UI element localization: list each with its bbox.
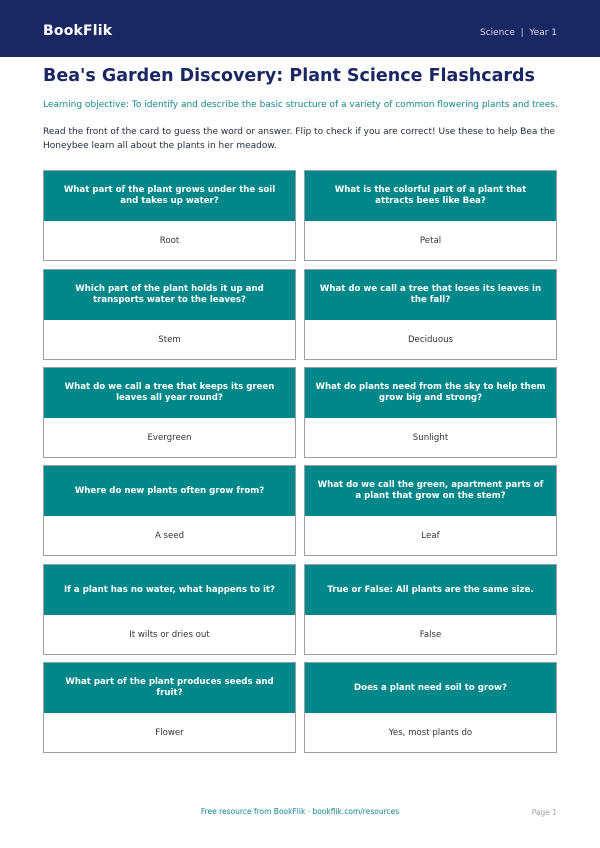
page-title: Bea's Garden Discovery: Plant Science Flashcards <box>43 66 535 86</box>
flashcard[interactable] <box>43 662 296 753</box>
flashcard[interactable] <box>43 367 296 458</box>
flashcard[interactable] <box>304 465 557 556</box>
flashcard-answer: Yes, most plants do <box>388 728 473 738</box>
flashcard-question: If a plant has no water, what happens to it? <box>44 565 295 615</box>
flashcard-answer: It wilts or dries out <box>129 630 210 640</box>
learning-objective: Learning objective: To identify and describe the basic structure of a variety of common flowering plants and trees. <box>43 100 558 110</box>
flashcard-answer: Leaf <box>421 531 440 541</box>
flashcard[interactable] <box>43 564 296 655</box>
flashcard-answer: A seed <box>154 531 185 541</box>
flashcard-question: Does a plant need soil to grow? <box>305 663 556 713</box>
flashcard[interactable] <box>304 662 557 753</box>
flashcard-question: What do we call the green, apartment parts of a plant that grow on the stem? <box>305 466 556 516</box>
flashcard-question: What do we call a tree that loses its leaves in the fall? <box>305 270 556 320</box>
flashcard-question: True or False: All plants are the same size. <box>305 565 556 615</box>
instructions-text: Read the front of the card to guess the word or answer. Flip to check if you are correct! Use these to help Bea the Honeybee learn all about the plants in her meadow. <box>43 127 556 151</box>
brand-logo[interactable]: BookFlik <box>43 23 113 39</box>
flashcard-question: What is the colorful part of a plant that attracts bees like Bea? <box>305 171 556 221</box>
flashcard[interactable] <box>43 465 296 556</box>
flashcard-question: What do plants need from the sky to help them grow big and strong? <box>305 368 556 418</box>
flashcard[interactable] <box>304 367 557 458</box>
flashcard-answer: Petal <box>419 236 442 246</box>
page-number: Page 1 <box>531 808 557 817</box>
flashcard-question: What part of the plant produces seeds and fruit? <box>44 663 295 713</box>
flashcard-question: Which part of the plant holds it up and transports water to the leaves? <box>44 270 295 320</box>
footer-resource-link[interactable]: Free resource from BookFlik · bookflik.com/resources <box>200 807 400 816</box>
flashcard[interactable] <box>43 170 296 261</box>
flashcard-question: Where do new plants often grow from? <box>44 466 295 516</box>
flashcard-question: What do we call a tree that keeps its green leaves all year round? <box>44 368 295 418</box>
flashcard-answer: Sunlight <box>412 433 449 443</box>
subject-year-label: Science | Year 1 <box>479 28 557 38</box>
page-header <box>0 0 600 57</box>
flashcard-answer: False <box>419 630 442 640</box>
flashcard[interactable] <box>304 564 557 655</box>
flashcard[interactable] <box>43 269 296 360</box>
flashcard-answer: Root <box>159 236 180 246</box>
flashcard-answer: Evergreen <box>147 433 192 443</box>
flashcard-answer: Deciduous <box>407 335 454 345</box>
flashcard[interactable] <box>304 170 557 261</box>
flashcard[interactable] <box>304 269 557 360</box>
flashcard-question: What part of the plant grows under the soil and takes up water? <box>44 171 295 221</box>
flashcard-answer: Stem <box>158 335 181 345</box>
flashcard-answer: Flower <box>155 728 184 738</box>
